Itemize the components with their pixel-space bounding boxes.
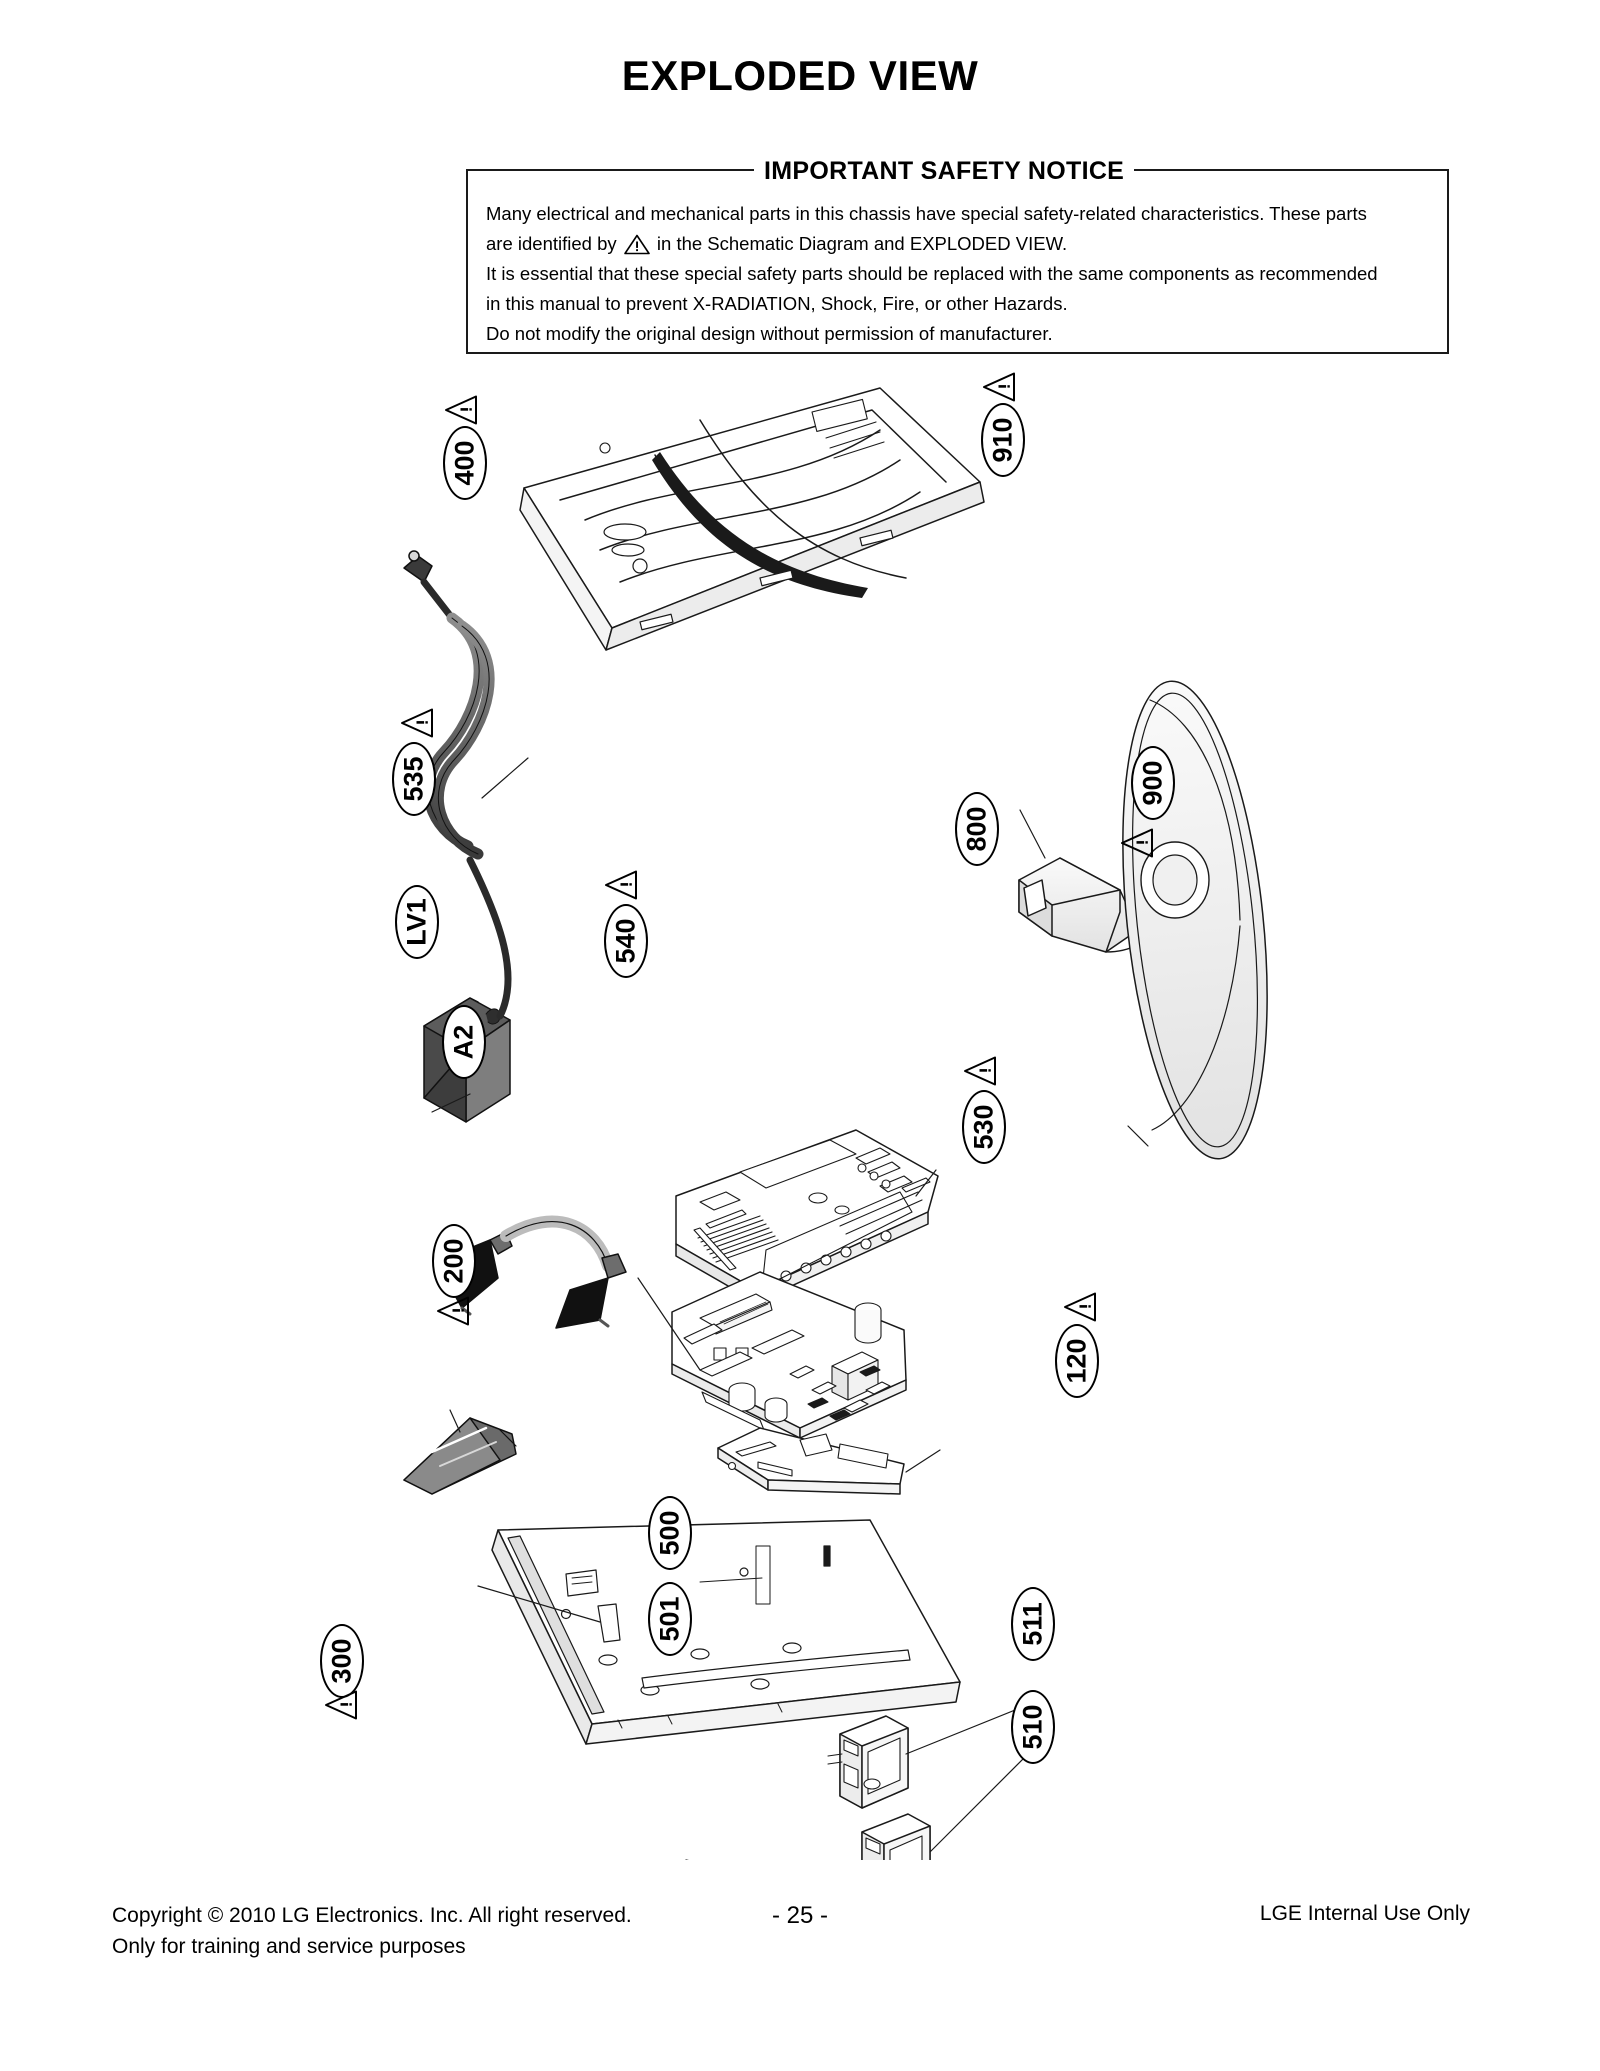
page-footer	[0, 1900, 1600, 1990]
callout-label: 900	[1137, 760, 1168, 806]
copyright-line-1: Copyright © 2010 LG Electronics. Inc. All right reserved.	[112, 1904, 632, 1927]
callout-800[interactable]	[955, 792, 999, 866]
safety-notice-body	[486, 199, 1431, 349]
part-power-pcb	[672, 1272, 906, 1438]
part-speaker-lower	[862, 1814, 930, 1860]
safety-warning-triangle-icon-120	[1063, 1292, 1097, 1322]
callout-label: 510	[1017, 1704, 1048, 1750]
callout-500[interactable]	[648, 1496, 692, 1570]
callout-label: A2	[448, 1024, 479, 1060]
callout-530[interactable]	[962, 1090, 1006, 1164]
callout-510[interactable]	[1011, 1690, 1055, 1764]
callout-a2[interactable]	[442, 1005, 486, 1079]
page-number: - 25 -	[771, 1902, 828, 1929]
callout-label: 300	[326, 1638, 357, 1684]
safety-line-5: Do not modify the original design without permission of manufacturer.	[486, 323, 1053, 344]
callout-label: 500	[654, 1510, 685, 1556]
safety-line-2a: are identified by	[486, 233, 617, 254]
page-title: EXPLODED VIEW	[621, 52, 979, 99]
callout-535[interactable]	[392, 742, 436, 816]
important-safety-notice	[466, 157, 1451, 357]
callout-300[interactable]	[320, 1624, 364, 1698]
callout-label: 400	[449, 440, 480, 486]
callout-label: 800	[961, 806, 992, 852]
safety-line-4: in this manual to prevent X-RADIATION, Shock, Fire, or other Hazards.	[486, 293, 1068, 314]
part-stand-base	[1102, 674, 1287, 1166]
leader-line-A2	[450, 1410, 460, 1432]
safety-warning-triangle-icon-910	[982, 372, 1016, 402]
callout-120[interactable]	[1055, 1324, 1099, 1398]
callout-label: 200	[438, 1238, 469, 1284]
part-switch-pcb	[718, 1428, 904, 1494]
callout-lv1[interactable]	[395, 885, 439, 959]
diagram-artwork	[0, 360, 1600, 1860]
safety-warning-triangle-icon-400	[444, 395, 478, 425]
callout-label: 535	[398, 756, 429, 802]
part-speaker-upper	[828, 1716, 908, 1808]
part-front-cabinet	[520, 388, 984, 650]
part-lcd-module	[492, 1520, 960, 1744]
safety-warning-triangle-icon-300	[324, 1690, 358, 1720]
callout-910[interactable]	[981, 403, 1025, 477]
part-main-pcb	[676, 1130, 938, 1302]
safety-line-2	[486, 229, 1431, 259]
safety-warning-triangle-icon-900	[1120, 828, 1154, 858]
safety-warning-triangle-icon-200	[436, 1296, 470, 1326]
safety-warning-triangle-icon-535	[400, 708, 434, 738]
part-remote-control	[404, 1418, 516, 1494]
callout-900[interactable]	[1131, 746, 1175, 820]
safety-line-2b: in the Schematic Diagram and EXPLODED VIEW.	[656, 233, 1068, 254]
callout-501[interactable]	[648, 1582, 692, 1656]
safety-warning-triangle-icon-540	[604, 870, 638, 900]
callout-label: 501	[654, 1596, 685, 1642]
leader-line-910	[1020, 810, 1045, 858]
callout-label: 511	[1017, 1602, 1048, 1646]
copyright-line-2: Only for training and service purposes	[112, 1935, 466, 1958]
callout-200[interactable]	[432, 1224, 476, 1298]
callout-label: 910	[987, 417, 1018, 463]
callout-540[interactable]	[604, 904, 648, 978]
callout-label: LV1	[401, 898, 432, 946]
callout-label: 530	[968, 1104, 999, 1150]
callout-label: 540	[610, 918, 641, 964]
callout-400[interactable]	[443, 426, 487, 500]
safety-notice-heading: IMPORTANT SAFETY NOTICE	[754, 157, 1134, 186]
leader-line-400	[482, 758, 528, 798]
warning-triangle-icon	[624, 234, 650, 255]
callout-label: 120	[1061, 1338, 1092, 1384]
exploded-view-diagram	[0, 360, 1600, 1860]
safety-line-3: It is essential that these special safety parts should be replaced with the same components as recommended	[486, 263, 1378, 284]
internal-use-notice: LGE Internal Use Only	[1259, 1902, 1470, 1925]
safety-line-1: Many electrical and mechanical parts in this chassis have special safety-related characteristics. These parts	[486, 203, 1367, 224]
leader-line-900	[1128, 1126, 1148, 1146]
callout-511[interactable]	[1011, 1587, 1055, 1661]
leader-line-530	[906, 1450, 940, 1472]
safety-warning-triangle-icon-530	[963, 1056, 997, 1086]
